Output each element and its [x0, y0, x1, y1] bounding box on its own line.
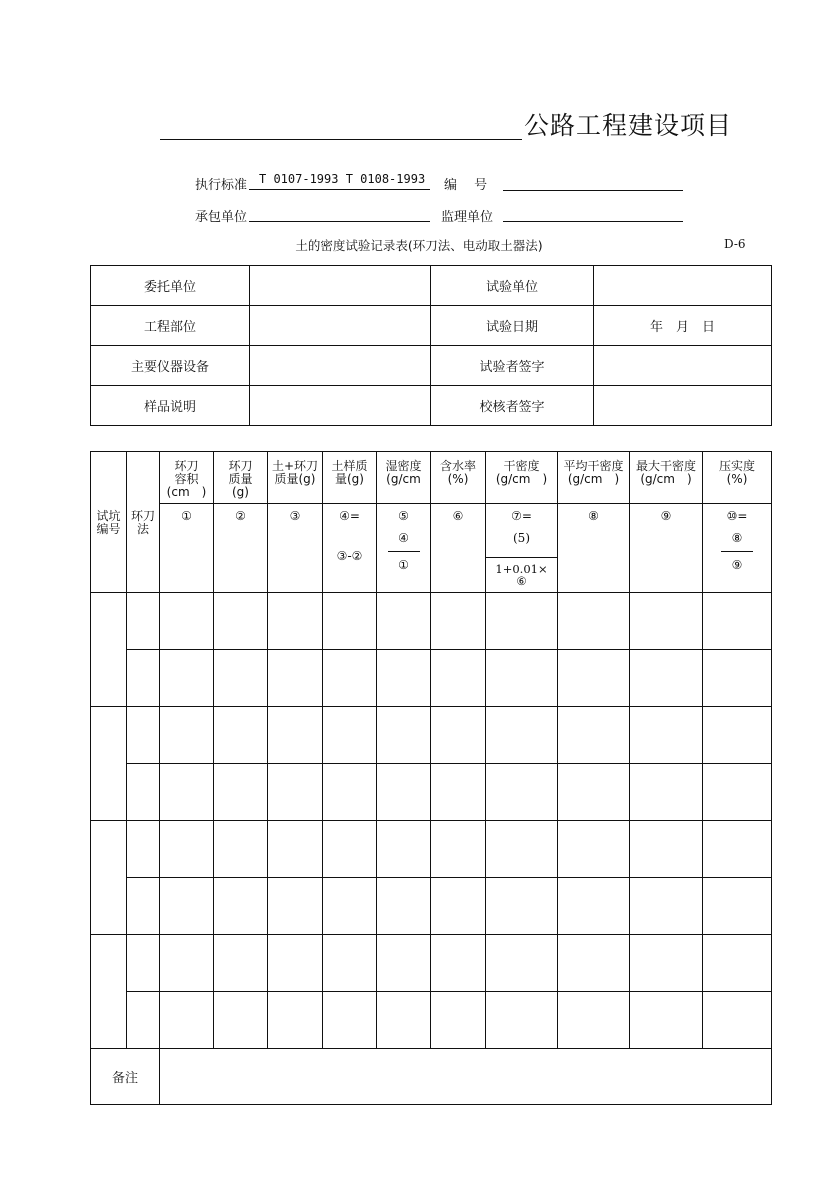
- table-row: [91, 821, 772, 878]
- data-cell[interactable]: [431, 764, 486, 821]
- data-cell[interactable]: [323, 650, 377, 707]
- data-cell[interactable]: [323, 935, 377, 992]
- data-cell[interactable]: [377, 821, 431, 878]
- col-header: 平均干密度 (g/cm ): [558, 452, 630, 504]
- data-cell[interactable]: [486, 992, 558, 1049]
- pit-number-header-text: 试坑 编号: [96, 509, 121, 536]
- data-cell[interactable]: [214, 821, 268, 878]
- formula-cell: [377, 504, 431, 593]
- data-cell[interactable]: [268, 821, 323, 878]
- data-cell[interactable]: [214, 764, 268, 821]
- data-cell[interactable]: [268, 650, 323, 707]
- table-row: [91, 707, 772, 764]
- data-cell[interactable]: [558, 593, 630, 650]
- ring-cell[interactable]: [127, 935, 160, 992]
- data-cell[interactable]: [703, 878, 772, 935]
- data-cell[interactable]: [703, 593, 772, 650]
- info-label: 工程部位: [91, 306, 250, 346]
- header-row: [91, 452, 772, 504]
- formula-cell: [214, 504, 268, 593]
- pit-number-cell[interactable]: [91, 935, 127, 1049]
- data-cell[interactable]: [486, 764, 558, 821]
- info-table: [90, 265, 772, 426]
- ring-cell[interactable]: [127, 707, 160, 764]
- data-cell[interactable]: [323, 764, 377, 821]
- ring-cell[interactable]: [127, 593, 160, 650]
- page-title: 公路工程建设项目: [524, 111, 733, 140]
- data-cell[interactable]: [558, 821, 630, 878]
- data-cell[interactable]: [431, 992, 486, 1049]
- data-cell[interactable]: [214, 593, 268, 650]
- ring-cell[interactable]: [127, 650, 160, 707]
- data-cell[interactable]: [268, 593, 323, 650]
- data-cell[interactable]: [377, 992, 431, 1049]
- info-value[interactable]: [594, 346, 772, 386]
- data-cell[interactable]: [558, 878, 630, 935]
- info-value[interactable]: [250, 346, 431, 386]
- formula-cell: [486, 504, 558, 593]
- data-cell[interactable]: [377, 764, 431, 821]
- test-date-field[interactable]: 年 月 日: [594, 306, 772, 346]
- col-header: 湿密度 (g/cm: [377, 452, 431, 504]
- data-cell[interactable]: [630, 992, 703, 1049]
- formula-text: ⑥: [452, 509, 464, 523]
- data-cell[interactable]: [377, 935, 431, 992]
- data-cell[interactable]: [323, 992, 377, 1049]
- supervisor-field[interactable]: [503, 203, 683, 222]
- data-cell[interactable]: [268, 707, 323, 764]
- data-cell[interactable]: [431, 650, 486, 707]
- data-cell[interactable]: [431, 593, 486, 650]
- data-cell[interactable]: [703, 821, 772, 878]
- data-cell[interactable]: [486, 878, 558, 935]
- data-cell[interactable]: [630, 764, 703, 821]
- info-value[interactable]: [594, 386, 772, 426]
- col-header: 压实度 (%): [703, 452, 772, 504]
- remarks-row: [91, 1049, 772, 1105]
- form-title: 土的密度试验记录表(环刀法、电动取土器法): [295, 238, 543, 253]
- table-row: [91, 992, 772, 1049]
- pit-number-cell[interactable]: [91, 707, 127, 821]
- data-cell[interactable]: [703, 650, 772, 707]
- fraction-line: [388, 551, 420, 552]
- ring-method-header-text: 环刀 法: [130, 509, 155, 536]
- data-cell[interactable]: [377, 878, 431, 935]
- formula-text: ⑤: [398, 509, 409, 523]
- data-cell[interactable]: [558, 764, 630, 821]
- data-cell[interactable]: [268, 992, 323, 1049]
- data-cell[interactable]: [214, 992, 268, 1049]
- remarks-field[interactable]: [160, 1049, 772, 1105]
- data-cell[interactable]: [268, 935, 323, 992]
- data-cell[interactable]: [268, 764, 323, 821]
- ring-cell[interactable]: [127, 821, 160, 878]
- data-cell[interactable]: [486, 593, 558, 650]
- fraction-line: [721, 551, 753, 552]
- data-cell[interactable]: [486, 821, 558, 878]
- table-row: [91, 935, 772, 992]
- info-row: [91, 386, 772, 426]
- col-header: 土+环刀 质量(g): [268, 452, 323, 504]
- formula-denominator: ⑨: [731, 558, 743, 572]
- data-cell[interactable]: [377, 707, 431, 764]
- formula-text: ①: [181, 509, 192, 523]
- data-cell[interactable]: [160, 992, 214, 1049]
- formula-denominator: 1+0.01× ⑥: [495, 562, 548, 588]
- pit-number-cell[interactable]: [91, 593, 127, 707]
- formula-numerator: ④: [398, 531, 409, 545]
- formula-denominator: ①: [398, 558, 409, 572]
- data-cell[interactable]: [486, 650, 558, 707]
- standard-label: 执行标准: [195, 178, 248, 193]
- col-header: 干密度 (g/cm ): [486, 452, 558, 504]
- formula-numerator: (5): [513, 531, 530, 545]
- table-row: [91, 764, 772, 821]
- col-header: 最大干密度 (g/cm ): [630, 452, 703, 504]
- info-value[interactable]: [250, 266, 431, 306]
- data-cell[interactable]: [431, 935, 486, 992]
- data-cell[interactable]: [323, 707, 377, 764]
- number-field[interactable]: [503, 172, 683, 191]
- data-cell[interactable]: [160, 650, 214, 707]
- info-row: [91, 306, 772, 346]
- formula-text: ④=: [339, 509, 360, 523]
- info-label: 试验者签字: [431, 346, 594, 386]
- formula-cell: [431, 504, 486, 593]
- supervisor-label: 监理单位: [441, 210, 494, 225]
- data-cell[interactable]: [630, 593, 703, 650]
- standard-field[interactable]: T 0107-1993 T 0108-1993: [249, 172, 430, 190]
- info-value[interactable]: [594, 266, 772, 306]
- data-cell[interactable]: [377, 650, 431, 707]
- data-cell[interactable]: [630, 878, 703, 935]
- info-row: [91, 346, 772, 386]
- data-cell[interactable]: [558, 707, 630, 764]
- data-cell[interactable]: [323, 821, 377, 878]
- ring-cell[interactable]: [127, 764, 160, 821]
- data-cell[interactable]: [160, 764, 214, 821]
- formula-numerator: ⑧: [731, 531, 743, 545]
- pit-number-header: [91, 452, 127, 593]
- data-cell[interactable]: [486, 707, 558, 764]
- info-label: 主要仪器设备: [91, 346, 250, 386]
- formula-row: [91, 504, 772, 593]
- formula-text: ⑦=: [511, 509, 532, 523]
- ring-method-header: [127, 452, 160, 593]
- formula-cell: [630, 504, 703, 593]
- table-row: [91, 593, 772, 650]
- formula-cell: [323, 504, 377, 593]
- data-cell[interactable]: [630, 707, 703, 764]
- data-cell[interactable]: [558, 992, 630, 1049]
- data-cell[interactable]: [431, 878, 486, 935]
- data-cell[interactable]: [160, 935, 214, 992]
- data-cell[interactable]: [214, 650, 268, 707]
- data-cell[interactable]: [214, 707, 268, 764]
- data-cell[interactable]: [323, 593, 377, 650]
- data-cell[interactable]: [377, 593, 431, 650]
- info-row: [91, 266, 772, 306]
- formula-text: ②: [235, 509, 246, 523]
- info-value[interactable]: [250, 386, 431, 426]
- data-cell[interactable]: [431, 707, 486, 764]
- ring-cell[interactable]: [127, 878, 160, 935]
- form-code: D-6: [724, 237, 746, 251]
- table-row: [91, 878, 772, 935]
- data-cell[interactable]: [214, 878, 268, 935]
- formula-cell: [268, 504, 323, 593]
- col-header: 环刀 容积 (cm ): [160, 452, 214, 504]
- data-cell[interactable]: [703, 992, 772, 1049]
- info-label: 试验单位: [431, 266, 594, 306]
- project-name-blank-line[interactable]: [160, 139, 522, 140]
- formula-text: ⑩=: [726, 509, 748, 523]
- formula-text: ⑧: [588, 509, 599, 523]
- data-cell[interactable]: [268, 878, 323, 935]
- info-label: 委托单位: [91, 266, 250, 306]
- formula-cell: [160, 504, 214, 593]
- data-cell[interactable]: [160, 821, 214, 878]
- info-label: 样品说明: [91, 386, 250, 426]
- data-cell[interactable]: [486, 935, 558, 992]
- data-cell[interactable]: [558, 650, 630, 707]
- density-data-table: [90, 451, 772, 1105]
- data-cell[interactable]: [160, 707, 214, 764]
- formula-text: ③: [289, 509, 301, 523]
- data-cell[interactable]: [703, 935, 772, 992]
- info-value[interactable]: [250, 306, 431, 346]
- data-cell[interactable]: [703, 707, 772, 764]
- info-label: 校核者签字: [431, 386, 594, 426]
- data-cell[interactable]: [630, 935, 703, 992]
- info-label: 试验日期: [431, 306, 594, 346]
- data-cell[interactable]: [431, 821, 486, 878]
- formula-upper: [486, 509, 557, 558]
- col-header: 土样质 量(g): [323, 452, 377, 504]
- data-cell[interactable]: [214, 935, 268, 992]
- data-cell[interactable]: [630, 650, 703, 707]
- data-cell[interactable]: [630, 821, 703, 878]
- contractor-label: 承包单位: [195, 210, 248, 225]
- table-row: [91, 650, 772, 707]
- ring-cell[interactable]: [127, 992, 160, 1049]
- contractor-field[interactable]: [249, 203, 430, 222]
- data-cell[interactable]: [323, 878, 377, 935]
- col-header: 环刀 质量 (g): [214, 452, 268, 504]
- remarks-label: 备注: [91, 1049, 160, 1105]
- data-cell[interactable]: [160, 593, 214, 650]
- col-header: 含水率 (%): [431, 452, 486, 504]
- formula-cell: [558, 504, 630, 593]
- pit-number-cell[interactable]: [91, 821, 127, 935]
- data-cell[interactable]: [703, 764, 772, 821]
- formula-cell: [703, 504, 772, 593]
- number-label: 编 号: [444, 178, 488, 193]
- data-cell[interactable]: [558, 935, 630, 992]
- formula-text: ⑨: [660, 509, 672, 523]
- data-cell[interactable]: [160, 878, 214, 935]
- formula-text: ③-②: [336, 549, 363, 563]
